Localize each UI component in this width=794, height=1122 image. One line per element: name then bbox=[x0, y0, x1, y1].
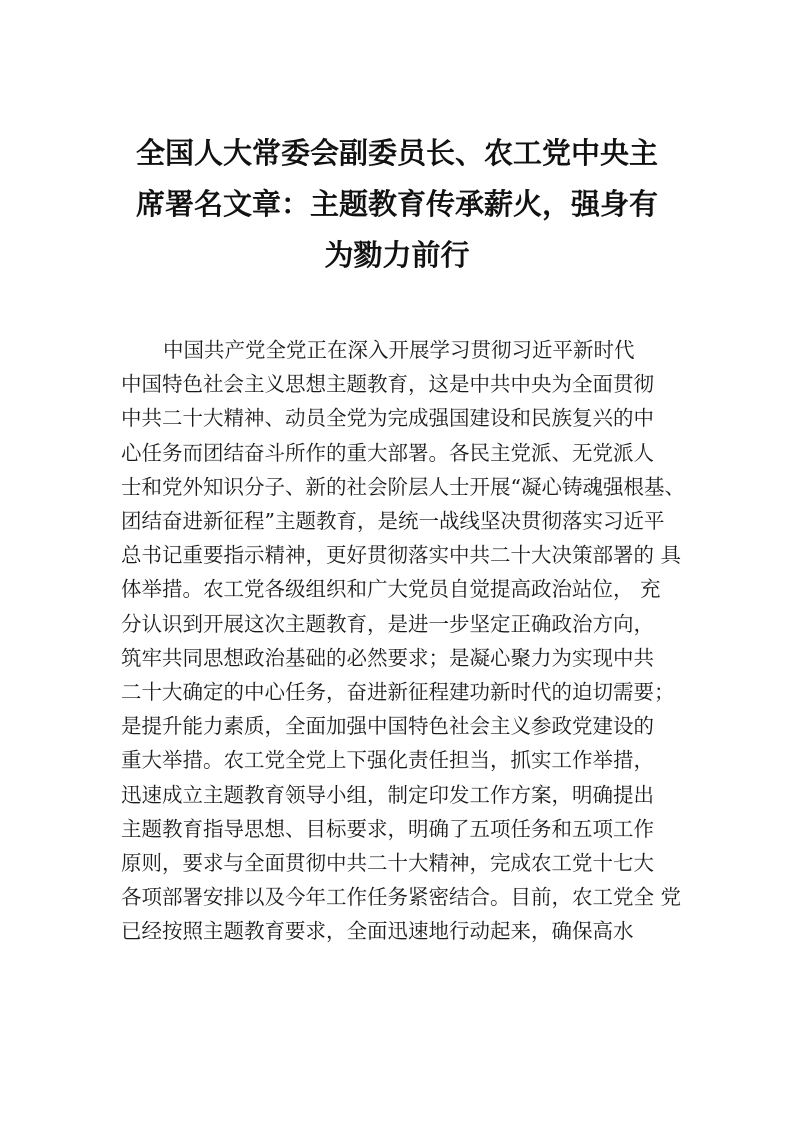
body-line: 筑牢共同思想政治基础的必然要求；是凝心聚力为实现中共 bbox=[121, 645, 654, 670]
body-line: 士和党外知识分子、新的社会阶层人士开展“凝心铸魂强根基、 bbox=[121, 474, 685, 499]
body-line: 二十大确定的中心任务，奋进新征程建功新时代的迫切需要； bbox=[121, 680, 675, 705]
body-line: 中国共产党全党正在深入开展学习贯彻习近平新时代 bbox=[163, 338, 635, 362]
document-title bbox=[100, 128, 694, 281]
body-line: 总书记重要指示精神，更好贯彻落实中共二十大决策部署的 具 bbox=[121, 543, 682, 568]
body-line: 中共二十大精神、动员全党为完成强国建设和民族复兴的中 bbox=[121, 406, 654, 431]
body-line: 重大举措。农工党全党上下强化责任担当，抓实工作举措， bbox=[121, 748, 654, 773]
body-line: 已经按照主题教育要求，全面迅速地行动起来，确保高水 bbox=[121, 919, 634, 944]
title-line-3: 为勠力前行 bbox=[324, 238, 470, 272]
body-line: 是提升能力素质，全面加强中国特色社会主义参政党建设的 bbox=[121, 714, 654, 739]
body-line: 中国特色社会主义思想主题教育，这是中共中央为全面贯彻 bbox=[121, 372, 654, 397]
body-line: 体举措。农工党各级组织和广大党员自觉提高政治站位， 充 bbox=[121, 577, 661, 602]
body-paragraph bbox=[121, 333, 701, 949]
body-line: 分认识到开展这次主题教育，是进一步坚定正确政治方向， bbox=[121, 611, 654, 636]
body-line: 各项部署安排以及今年工作任务紧密结合。目前，农工党全 党 bbox=[121, 885, 682, 910]
body-line: 主题教育指导思想、目标要求，明确了五项任务和五项工作 bbox=[121, 816, 654, 841]
body-line: 迅速成立主题教育领导小组，制定印发工作方案，明确提出 bbox=[121, 782, 654, 807]
title-line-2: 席署名文章：主题教育传承薪火，强身有 bbox=[135, 187, 658, 221]
title-line-1: 全国人大常委会副委员长、农工党中央主 bbox=[135, 136, 658, 170]
body-line: 原则，要求与全面贯彻中共二十大精神，完成农工党十七大 bbox=[121, 851, 654, 876]
body-line: 团结奋进新征程”主题教育，是统一战线坚决贯彻落实习近平 bbox=[121, 509, 665, 534]
body-line: 心任务而团结奋斗所作的重大部署。各民主党派、无党派人 bbox=[121, 440, 654, 465]
